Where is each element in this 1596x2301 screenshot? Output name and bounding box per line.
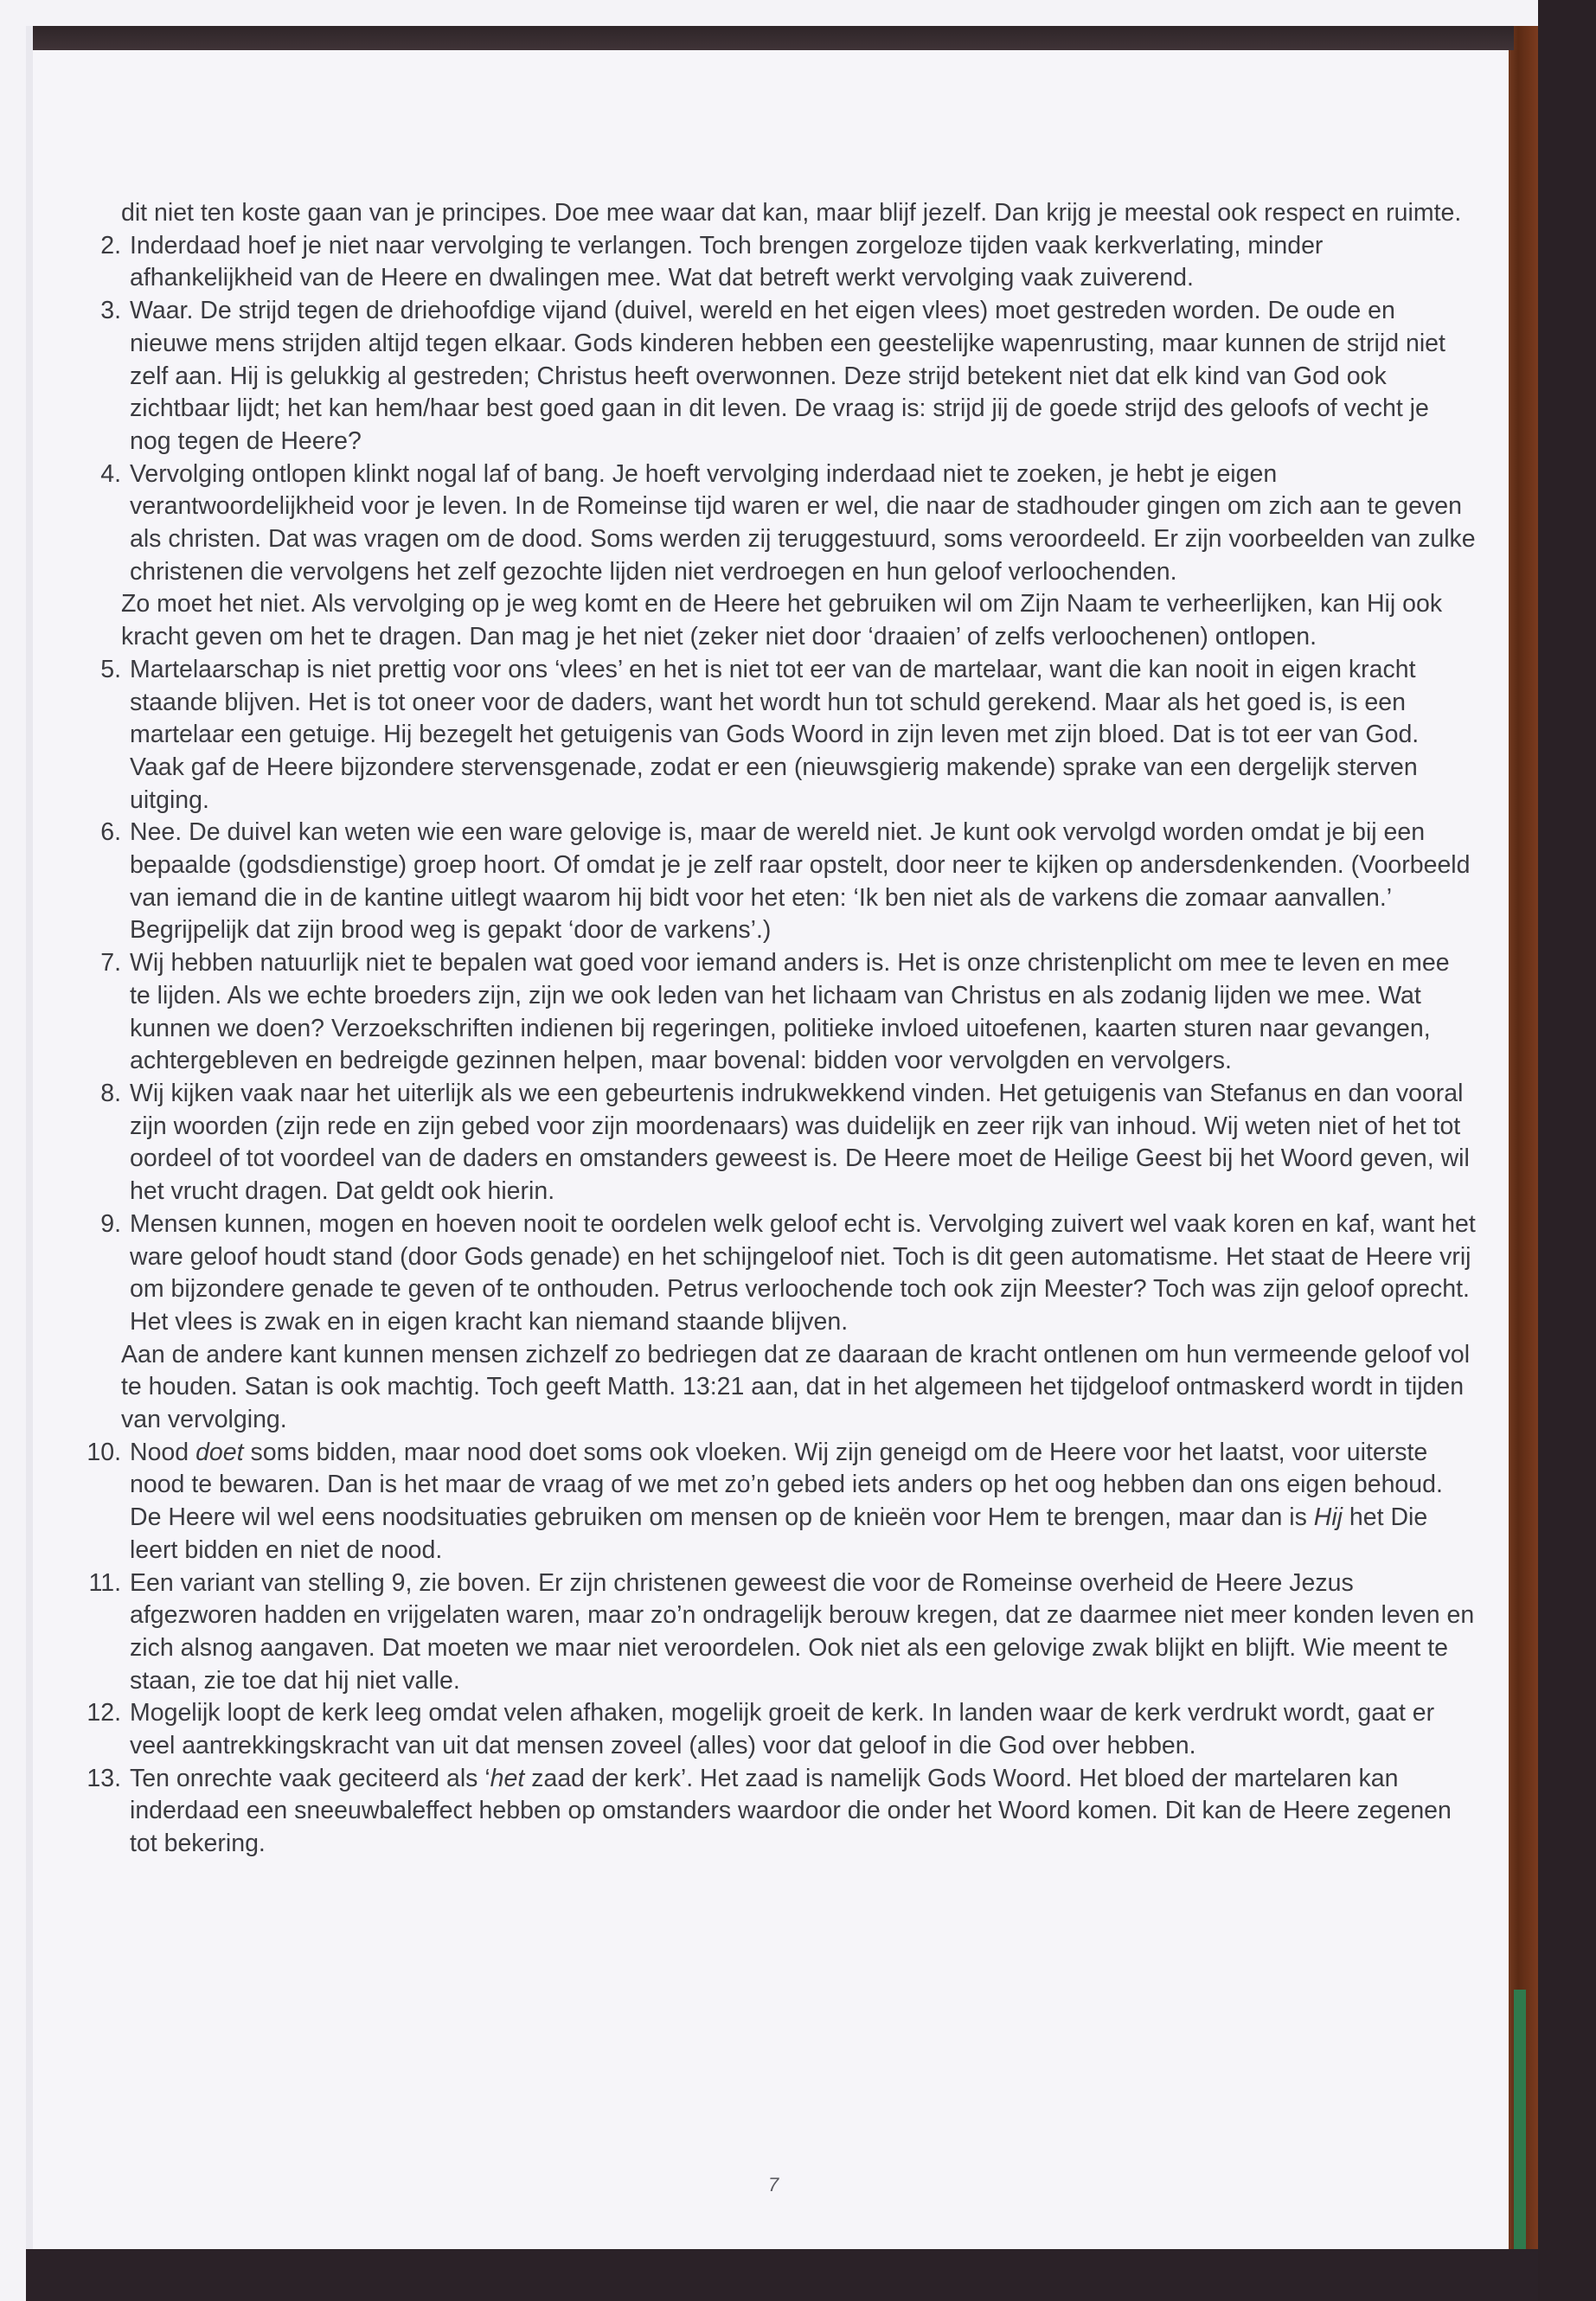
list-item <box>57 1697 1476 1762</box>
item-continuation: Aan de andere kant kunnen mensen zichzelf zo bedriegen dat ze daaraan de kracht ontlenen om hun vermeende geloof vol te houden. Satan is ook machtig. Toch geeft Matth. 13:21 aan, dat in het algemeen het tijdgeloof ontmaskerd wordt in tijden van vervolging. <box>121 1340 1471 1434</box>
item-continuation: Zo moet het niet. Als vervolging op je weg komt en de Heere het gebruiken wil om Zijn Naam te verheerlijken, kan Hij ook kracht geven om het te dragen. Dan mag je het niet (zeker niet door ‘draaien’ of zelfs verloochenen) ontlopen. <box>121 590 1443 651</box>
list-item <box>57 458 1476 589</box>
item-text: Een variant van stelling 9, zie boven. Er zijn christenen geweest die voor de Romeinse overheid de Heere Jezus afgezworen hadden en vrijgelaten waren, maar zo’n ondragelijk berouw kregen, dat ze daarmee niet meer konden leven en zich alsnog aangaven. Dat moeten we maar niet veroordelen. Ook niet als een gelovige zwak blijkt en blijft. Wie meent te staan, zie toe dat hij niet valle. <box>130 1568 1475 1695</box>
emphasis: doet <box>195 1438 244 1466</box>
list-item <box>57 1567 1476 1698</box>
list-item <box>57 817 1476 947</box>
intro-paragraph: dit niet ten koste gaan van je principes. Doe mee waar dat kan, maar blijf jezelf. Dan krijg je meestal ook respect en ruimte. <box>121 199 1462 227</box>
text-run: het Die leert bidden en niet de nood. <box>130 1503 1428 1564</box>
item-number: 2. <box>100 231 121 260</box>
scan-border-top <box>26 26 1514 50</box>
list-item <box>57 654 1476 817</box>
item-text: Waar. De strijd tegen de driehoofdige vijand (duivel, wereld en het eigen vlees) moet gestreden worden. De oude en nieuwe mens strijden altijd tegen elkaar. Gods kinderen hebben een geestelijke wapenrusting, maar kunnen de strijd niet zelf aan. Hij is gelukkig al gestreden; Christus heeft overwonnen. Deze strijd betekent niet dat elk kind van God ook zichtbaar lijdt; het kan hem/haar best goed gaan in dit leven. De vraag is: strijd jij de goede strijd des geloofs of vecht je nog tegen de Heere? <box>130 297 1445 455</box>
list-item <box>57 1437 1476 1567</box>
page-left-edge <box>26 26 33 2249</box>
item-number: 5. <box>100 655 121 683</box>
item-text: Nee. De duivel kan weten wie een ware gelovige is, maar de wereld niet. Je kunt ook vervolgd worden omdat je bij een bepaalde (godsdienstige) groep hoort. Of omdat je je zelf raar opstelt, door neer te kijken op andersdenkenden. (Voorbeeld van iemand die in de kantine uitlegt waarom hij bidt voor het eten: ‘Ik ben niet als de varkens die zomaar aanvallen.’ Begrijpelijk dat zijn brood weg is gepakt ‘door de varkens’.) <box>130 818 1471 945</box>
list-item <box>57 230 1476 295</box>
item-text <box>130 1437 1476 1567</box>
text-run: Nood <box>130 1438 196 1466</box>
item-text: Inderdaad hoef je niet naar vervolging te verlangen. Toch brengen zorgeloze tijden vaak kerkverlating, minder afhankelijkheid van de Heere en dwalingen mee. Wat dat betreft werkt vervolging vaak zuiverend. <box>130 231 1324 292</box>
text-run: Ten onrechte vaak geciteerd als ‘ <box>130 1764 490 1792</box>
item-text: Mogelijk loopt de kerk leeg omdat velen afhaken, mogelijk groeit de kerk. In landen waar de kerk verdrukt wordt, gaat er veel aantrekkingskracht van uit dat mensen zoveel (alles) voor dat geloof in die God over hebben. <box>130 1699 1435 1760</box>
item-number: 10. <box>87 1438 121 1466</box>
item-number: 4. <box>100 459 121 488</box>
item-number: 8. <box>100 1079 121 1107</box>
emphasis: het <box>490 1764 525 1792</box>
item-text: Vervolging ontlopen klinkt nogal laf of bang. Je hoeft vervolging inderdaad niet te zoeken, je hebt je eigen verantwoordelijkheid voor je leven. In de Romeinse tijd waren er wel, die naar de stadhouder gingen om zich aan te geven als christen. Dat was vragen om de dood. Soms werden zij teruggestuurd, soms veroordeeld. Er zijn voorbeelden van zulke christenen die vervolgens het zelf gezochte lijden niet verdroegen en hun geloof verloochenden. <box>130 459 1476 586</box>
item-text: Mensen kunnen, mogen en hoeven nooit te oordelen welk geloof echt is. Vervolging zuivert wel vaak koren en kaf, want het ware geloof houdt stand (door Gods genade) en het schijngeloof niet. Toch is dit geen automatisme. Het staat de Heere vrij om bijzondere genade te geven of te onthouden. Petrus verloochende toch ook zijn Meester? Toch was zijn geloof oprecht. Het vlees is zwak en in eigen kracht kan niemand staande blijven. <box>130 1209 1476 1336</box>
list-item <box>57 947 1476 1078</box>
item-text: Wij kijken vaak naar het uiterlijk als we een gebeurtenis indrukwekkend vinden. Het getuigenis van Stefanus en dan vooral zijn woorden (zijn rede en zijn gebed voor zijn moordenaars) was duidelijk en zeer rijk van inhoud. Wij weten niet of het tot oordeel of tot voordeel van de daders en omstanders geweest is. De Heere moet de Heilige Geest bij het Woord geven, wil het vrucht dragen. Dat geldt ook hierin. <box>130 1079 1470 1206</box>
item-number: 13. <box>87 1764 121 1792</box>
answer-list <box>57 197 1476 1861</box>
list-item <box>57 1763 1476 1861</box>
item-text: Martelaarschap is niet prettig voor ons ‘vlees’ en het is niet tot eer van de martelaar, want die kan nooit in eigen kracht staande blijven. Het is tot oneer voor de daders, want het wordt hun tot schuld gerekend. Maar als het goed is, is een martelaar een getuige. Hij bezegelt het getuigenis van Gods Woord in zijn leven met zijn bloed. Dat is tot eer van God. Vaak gaf de Heere bijzondere stervensgenade, zodat er een (nieuwsgierig makende) sprake van een dergelijk sterven uitging. <box>130 655 1420 814</box>
item-text <box>130 1763 1476 1861</box>
text-run: zaad der kerk’. Het zaad is namelijk Gods Woord. Het bloed der martelaren kan inderdaad een sneeuwbaleffect hebben op omstanders waardoor die onder het Woord komen. Dit kan de Heere zegenen tot bekering. <box>130 1764 1452 1858</box>
book-spine-green <box>1514 1990 1526 2266</box>
page <box>33 50 1509 2249</box>
text-run: soms bidden, maar nood doet soms ook vloeken. Wij zijn geneigd om de Heere voor het laatst, voor uiterste nood te bewaren. Dan is het maar de vraag of we met zo’n gebed iets anders op het oog hebben dan ons eigen behoud. De Heere wil wel eens noodsituaties gebruiken om mensen op de knieën voor Hem te brengen, maar dan is <box>130 1438 1443 1532</box>
item-number: 11. <box>88 1568 121 1597</box>
item-text: Wij hebben natuurlijk niet te bepalen wat goed voor iemand anders is. Het is onze christenplicht om mee te leven en mee te lijden. Als we echte broeders zijn, zijn we ook leden van het lichaam van Christus en als zodanig lijden we mee. Wat kunnen we doen? Verzoekschriften indienen bij regeringen, politieke invloed uitoefenen, kaarten sturen naar gevangen, achtergebleven en bedreigde gezinnen helpen, maar bovenal: bidden voor vervolgden en vervolgers. <box>130 949 1450 1075</box>
item-number: 9. <box>100 1209 121 1238</box>
list-item <box>57 1078 1476 1208</box>
item-number: 3. <box>100 297 121 325</box>
item-number: 6. <box>100 818 121 847</box>
emphasis: Hij <box>1313 1503 1343 1532</box>
list-item <box>57 1208 1476 1339</box>
item-number: 12. <box>87 1699 121 1727</box>
list-item <box>57 295 1476 458</box>
item-number: 7. <box>100 949 121 977</box>
scan-border-bottom <box>26 2249 1538 2301</box>
page-number: 7 <box>768 2174 779 2195</box>
scan-border-right <box>1538 0 1596 2301</box>
